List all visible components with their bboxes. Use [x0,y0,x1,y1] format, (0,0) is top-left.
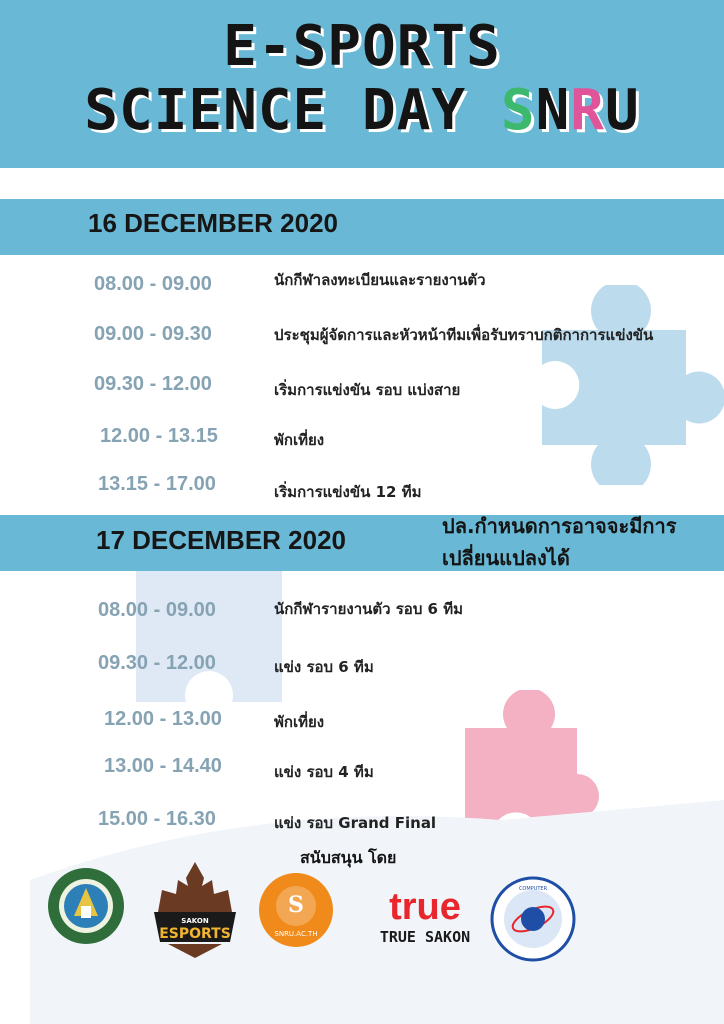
notice-line-1: ปล.กำหนดการอาจจะมีการ [442,514,677,538]
time-day1-2: 09.00 - 09.30 [94,323,212,345]
sponsor-title: สนับสนุน โดย [300,848,397,867]
time-day1-5: 13.15 - 17.00 [98,473,216,495]
title-science-day [0,78,724,143]
time-day1-1: 08.00 - 09.00 [94,273,212,295]
puzzle-piece-blue-right [520,285,724,485]
desc-day1-1: นักกีฬาลงทะเบียนและรายงานตัว [274,271,486,289]
logo-text-sakon: SAKON [181,917,209,925]
title-prefix: SCIENCE DAY [84,78,501,143]
puzzle-piece-blue-left [136,566,282,702]
university-seal-logo [46,866,126,946]
true-logo-text: true [389,886,461,928]
desc-day1-5: เริ่มการแข่งขัน 12 ทีม [274,483,422,501]
desc-day1-4: พักเที่ยง [274,431,325,449]
desc-day2-4: แข่ง รอบ 4 ทีม [274,763,374,781]
desc-day1-3: เริ่มการแข่งขัน รอบ แบ่งสาย [274,381,461,399]
logo-text-esports: ESPORTS [159,926,231,942]
time-day2-3: 12.00 - 13.00 [104,708,222,730]
computer-dept-logo [490,876,576,962]
title-esports: E-SPORTS [223,14,501,79]
title-letter-r: R [570,78,605,143]
desc-day2-5: แข่ง รอบ Grand Final [274,814,437,832]
sakon-esports-logo [148,860,242,960]
title-letter-u: U [605,78,640,143]
true-sakon-logo [370,888,480,958]
title-letter-s: S [500,78,536,143]
desc-day2-2: แข่ง รอบ 6 ทีม [274,658,374,676]
date-day1: 16 DECEMBER 2020 [88,208,338,238]
notice-line-2: เปลี่ยนแปลงได้ [442,546,570,570]
science-faculty-logo [258,872,334,948]
desc-day2-3: พักเที่ยง [274,713,325,731]
title-letter-n: N [535,78,571,143]
desc-day1-2: ประชุมผู้จัดการและหัวหน้าทีมเพื่อรับทราบกติกาการแข่งขัน [274,326,654,344]
date-day2: 17 DECEMBER 2020 [96,525,346,555]
time-day1-3: 09.30 - 12.00 [94,373,212,395]
schedule-change-notice [442,510,677,574]
desc-day2-1: นักกีฬารายงานตัว รอบ 6 ทีม [274,600,463,618]
time-day2-2: 09.30 - 12.00 [98,652,216,674]
time-day1-4: 12.00 - 13.15 [100,425,218,447]
logo-text-snru: SNRU.AC.TH [274,930,318,938]
science-faculty-monogram: S [288,892,304,918]
true-sakon-text: TRUE SAKON [379,928,471,946]
time-day2-5: 15.00 - 16.30 [98,808,216,830]
logo-text-computer: COMPUTER [518,886,548,892]
time-day2-4: 13.00 - 14.40 [104,755,222,777]
time-day2-1: 08.00 - 09.00 [98,599,216,621]
